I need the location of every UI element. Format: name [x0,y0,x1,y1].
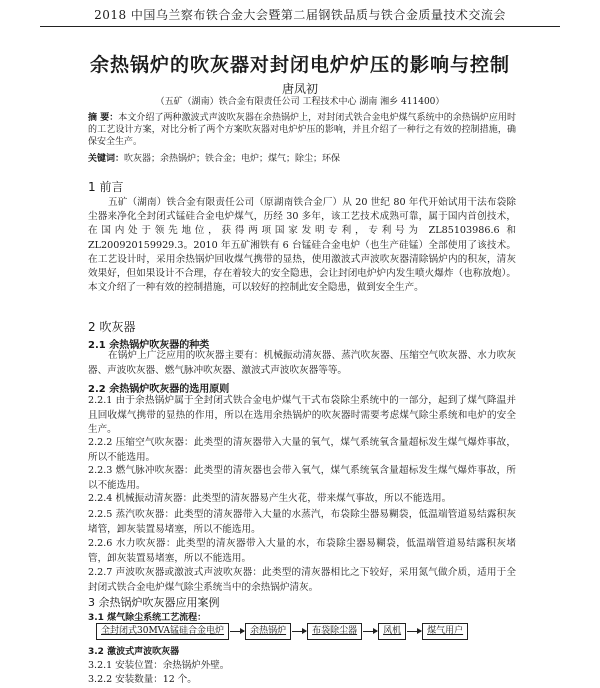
flow-arrow [230,631,244,632]
section-heading-1: 1 前言 [88,180,124,194]
paragraph-2-2-1: 2.2.1 由于余热锅炉属于全封闭式铁合金电炉煤气干式布袋除尘系统中的一部分，起到了煤气降温并且回收煤气携带的显热的作用，所以在选用余热锅炉的吹灰器时需要考虑煤气除尘系统和电炉的安全生产。 [88,395,516,435]
running-head: 2018 中国乌兰察布铁合金大会暨第二届钢铁品质与铁合金质量技术交流会 [40,6,560,27]
process-flow-diagram [96,623,468,640]
flow-arrow [363,631,377,632]
keywords-text: 吹灰器；余热锅炉；铁合金；电炉；煤气；除尘；环保 [124,154,341,164]
paragraph-2-2-7: 2.2.7 声波吹灰器或激波式声波吹灰器：此类型的清灰器相比之下较好，采用氮气做介质，适用于全封闭式铁合金电炉煤气除尘系统当中的余热锅炉清灰。 [88,567,516,593]
paragraph-3-2-1: 3.2.1 安装位置：余热锅炉外壁。 [88,660,230,671]
affiliation: （五矿（湖南）铁合金有限责任公司 工程技术中心 湖南 湘乡 411400） [155,97,445,107]
subsection-heading-3-1: 3.1 煤气除尘系统工艺流程： [88,613,207,623]
author: 唐凤初 [281,82,318,96]
flow-box-bag-filter: 布袋除尘器 [307,623,362,640]
subsection-heading-3-2: 3.2 激波式声波吹灰器 [88,647,180,657]
paper-title: 余热锅炉的吹灰器对封闭电炉炉压的影响与控制 [89,54,510,76]
section-heading-3: 3 余热锅炉吹灰器应用案例 [88,596,220,609]
section-1-paragraph: 五矿（湖南）铁合金有限责任公司（原湖南铁合金厂）从 20 世纪 80 年代开始试用干法布袋除尘器来净化全封闭式锰硅合金电炉煤气，历经 30 多年，该工艺技术成熟可靠，属于国内首创技术，在国内处于领先地位，获得两项国家发明专利，专利号为 ZL85103986.6 和 ZL200920159929.3。2010 年五矿湘铁有 6 台锰硅合金电炉（也生产硅锰）全部使用了该技术。在工艺设计时，采用余热锅炉回收煤气携带的显热，使用激波式声波吹灰器清除锅炉内的积灰，清灰效果好，但如果设计不合理，存在着较大的安全隐患，会让封闭电炉炉内发生喷火爆炸（也称放炮）。本文介绍了一种有效的控制措施，可以较好的控制此安全隐患，做到安全生产。 [88,197,516,294]
flow-box-furnace: 全封闭式30MVA锰硅合金电炉 [96,623,229,640]
keywords-label: 关键词： [88,154,125,164]
abstract-label: 摘 要： [88,113,119,123]
subsection-heading-2-1: 2.1 余热锅炉吹灰器的种类 [88,340,210,351]
paragraph-2-2-2: 2.2.2 压缩空气吹灰器：此类型的清灰器带入大量的氧气，煤气系统氧含量超标发生煤气爆炸事故，所以不能选用。 [88,437,516,463]
flow-arrow [407,631,421,632]
flow-box-boiler: 余热锅炉 [245,623,291,640]
paragraph-2-2-4: 2.2.4 机械振动清灰器：此类型的清灰器易产生火花，带来煤气事故，所以不能选用。 [88,493,452,504]
flow-box-fan: 风机 [378,623,406,640]
keywords [88,153,516,165]
flow-arrow [292,631,306,632]
abstract-text: 本文介绍了两种激波式声波吹灰器在余热锅炉上，对封闭式铁合金电炉煤气系统中的余热锅炉应用时的工艺设计方案，对比分析了两个方案吹灰器对电炉炉压的影响，并且介绍了一种行之有效的控制措施，确保安全生产。 [88,113,516,147]
paragraph-2-2-5: 2.2.5 蒸汽吹灰器：此类型的清灰器带入大量的水蒸汽，布袋除尘器易糊袋，低温端管道易结露积灰堵管，卸灰装置易堵塞，所以不能选用。 [88,509,516,535]
flow-box-gas-user: 煤气用户 [422,623,468,640]
abstract [88,112,516,148]
section-heading-2: 2 吹灰器 [88,320,136,334]
subsection-2-1-paragraph: 在锅炉上广泛应用的吹灰器主要有：机械振动清灰器、蒸汽吹灰器、压缩空气吹灰器、水力吹灰器、声波吹灰器、燃气脉冲吹灰器、激波式声波吹灰器等等。 [88,350,516,376]
paragraph-2-2-6: 2.2.6 水力吹灰器：此类型的清灰器带入大量的水，布袋除尘器易糊袋，低温端管道易结露积灰堵管，卸灰装置易堵塞，所以不能选用。 [88,538,516,564]
subsection-heading-2-2: 2.2 余热锅炉吹灰器的选用原则 [88,384,230,395]
paragraph-3-2-2: 3.2.2 安装数量：12 个。 [88,674,197,685]
paragraph-2-2-3: 2.2.3 燃气脉冲吹灰器：此类型的清灰器也会带入氧气，煤气系统氧含量超标发生煤气爆炸事故，所以不能选用。 [88,465,516,491]
